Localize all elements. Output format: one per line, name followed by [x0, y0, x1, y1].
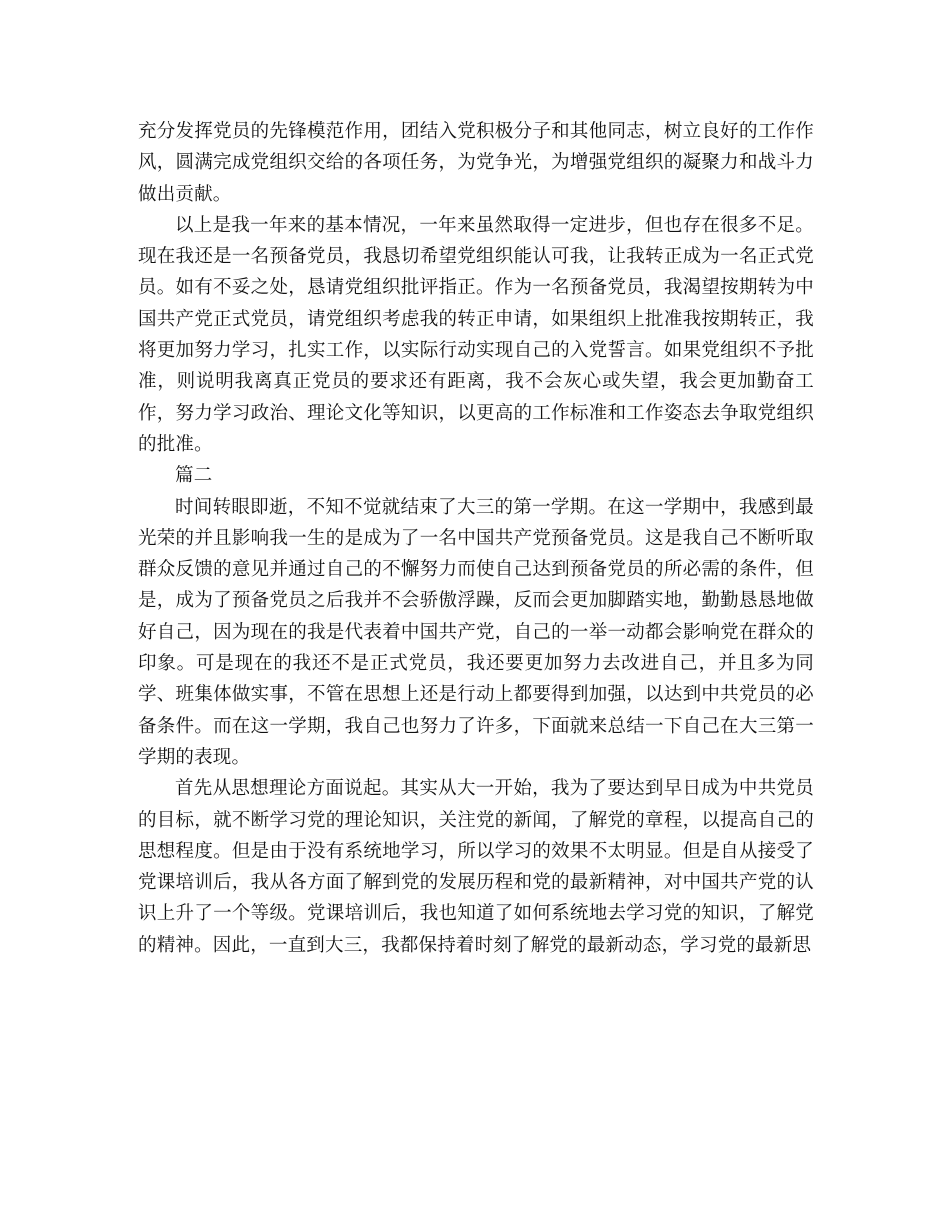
paragraph-thought: 首先从思想理论方面说起。其实从大一开始，我为了要达到早日成为中共党员的目标，就不断学习党的理论知识，关注党的新闻，了解党的章程，以提高自己的思想程度。但是由于没有系统地学习，所以学习的效果不太明显。但是自从接受了党课培训后，我从各方面了解到党的发展历程和党的最新精神，对中国共产党的认识上升了一个等级。党课培训后，我也知道了如何系统地去学习党的知识，了解党的精神。因此，一直到大三，我都保持着时刻了解党的最新动态，学习党的最新思: [138, 778, 814, 956]
paragraph-intro: 时间转眼即逝，不知不觉就结束了大三的第一学期。在这一学期中，我感到最光荣的并且影响我一生的是成为了一名中国共产党预备党员。这是我自己不断听取群众反馈的意见并通过自己的不懈努力而使自己达到预备党员的所必需的条件，但是，成为了预备党员之后我并不会骄傲浮躁，反而会更加脚踏实地，勤勤恳恳地做好自己，因为现在的我是代表着中国共产党，自己的一举一动都会影响党在群众的印象。可是现在的我还不是正式党员，我还要更加努力去改进自己，并且多为同学、班集体做实事，不管在思想上还是行动上都要得到加强，以达到中共党员的必备条件。而在这一学期，我自己也努力了许多，下面就来总结一下自己在大三第一学期的表现。: [138, 496, 814, 768]
document-body: [138, 116, 814, 961]
paragraph-summary: 以上是我一年来的基本情况，一年来虽然取得一定进步，但也存在很多不足。现在我还是一名预备党员，我恳切希望党组织能认可我，让我转正成为一名正式党员。如有不妥之处，恳请党组织批评指正。作为一名预备党员，我渴望按期转为中国共产党正式党员，请党组织考虑我的转正申请，如果组织上批准我按期转正，我将更加努力学习，扎实工作，以实际行动实现自己的入党誓言。如果党组织不予批准，则说明我离真正党员的要求还有距离，我不会灰心或失望，我会更加勤奋工作，努力学习政治、理论文化等知识，以更高的工作标准和工作姿态去争取党组织的批准。: [138, 214, 814, 455]
paragraph-continuation: 充分发挥党员的先锋模范作用，团结入党积极分子和其他同志，树立良好的工作作风，圆满完成党组织交给的各项任务，为党争光，为增强党组织的凝聚力和战斗力做出贡献。: [138, 121, 814, 205]
section-heading: 篇二: [175, 465, 213, 487]
